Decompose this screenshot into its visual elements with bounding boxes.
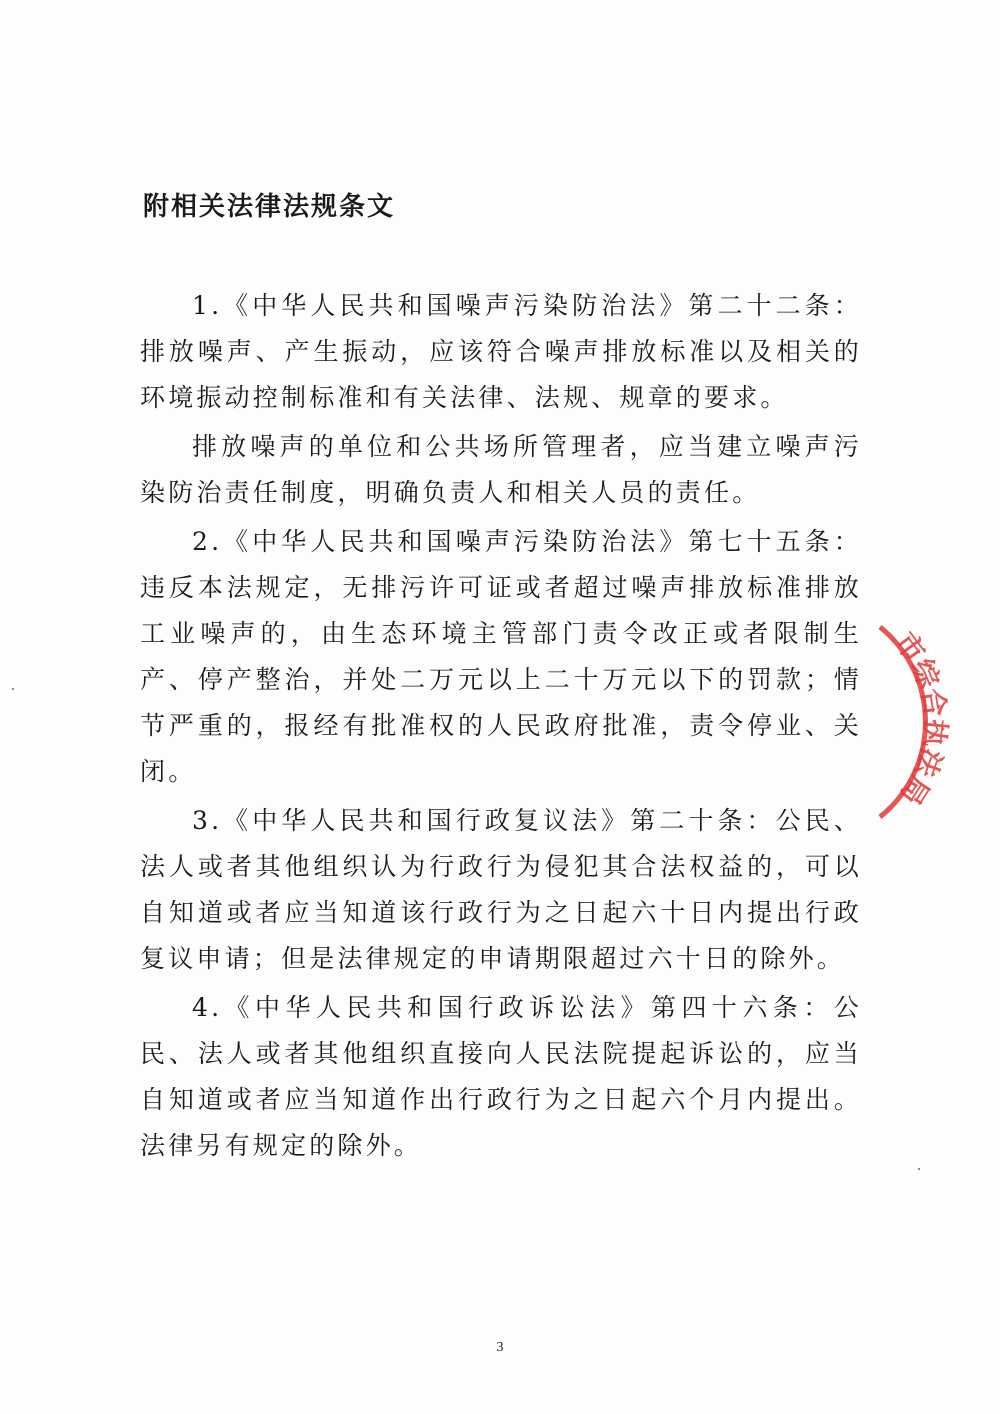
paragraph-1: 1.《中华人民共和国噪声污染防治法》第二十二条：排放噪声、产生振动，应该符合噪声排放标准以及相关的环境振动控制标准和有关法律、法规、规章的要求。	[140, 291, 862, 412]
document-body	[140, 283, 862, 1172]
paragraph-2: 排放噪声的单位和公共场所管理者，应当建立噪声污染防治责任制度，明确负责人和相关人员的责任。	[140, 432, 862, 507]
seal-text: 市综合执法局	[888, 626, 953, 811]
official-seal	[840, 612, 1000, 822]
scan-mark	[12, 688, 14, 690]
page-number: 3	[496, 1340, 504, 1355]
scan-mark	[918, 1168, 920, 1170]
paragraph-3: 2.《中华人民共和国噪声污染防治法》第七十五条：违反本法规定，无排污许可证或者超过噪声排放标准排放工业噪声的，由生态环境主管部门责令改正或者限制生产、停产整治，并处二万元以上二十万元以下的罚款；情节严重的，报经有批准权的人民政府批准，责令停业、关闭。	[140, 527, 862, 786]
paragraph-4: 3.《中华人民共和国行政复议法》第二十条：公民、法人或者其他组织认为行政行为侵犯其合法权益的，可以自知道或者应当知道该行政行为之日起六十日内提出行政复议申请；但是法律规定的申请期限超过六十日的除外。	[140, 806, 862, 973]
paragraph-5: 4.《中华人民共和国行政诉讼法》第四十六条：公民、法人或者其他组织直接向人民法院提起诉讼的，应当自知道或者应当知道作出行政行为之日起六个月内提出。法律另有规定的除外。	[140, 993, 862, 1160]
document-heading: 附相关法律法规条文	[143, 192, 396, 222]
